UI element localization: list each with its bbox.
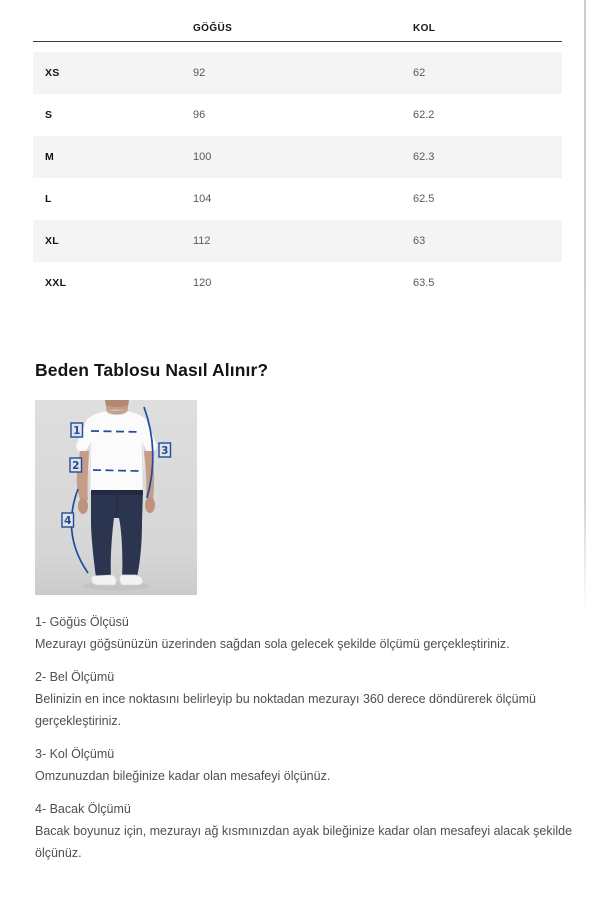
table-row [33, 178, 562, 220]
chest-value: 112 [193, 235, 211, 247]
model-illustration [35, 400, 197, 595]
chest-value: 96 [193, 109, 206, 121]
size-label: M [45, 151, 55, 163]
size-table-body [33, 52, 562, 304]
chest-value: 92 [193, 67, 206, 79]
header-arm-column: KOL [413, 23, 436, 34]
measurement-instructions [35, 611, 575, 875]
table-row [33, 52, 562, 94]
right-shoe [92, 575, 117, 585]
badge-1-number: 1 [73, 425, 81, 437]
measurement-figure [35, 400, 197, 595]
instruction-title: 2- Bel Ölçümü [35, 670, 115, 684]
instruction-leg [35, 798, 575, 864]
instruction-title: 4- Bacak Ölçümü [35, 802, 131, 816]
badge-4-number: 4 [64, 515, 72, 527]
model-right-hand [78, 498, 88, 514]
chest-value: 104 [193, 193, 212, 205]
section-title: Beden Tablosu Nasıl Alınır? [35, 360, 269, 380]
size-label: S [45, 109, 53, 121]
table-row [33, 262, 562, 304]
arm-value: 62.3 [413, 151, 435, 163]
instruction-title: 3- Kol Ölçümü [35, 747, 115, 761]
instruction-body: Belinizin en ince noktasını belirleyip bu noktadan mezurayı 360 derece döndürerek ölçümü gerçekleştiriniz. [35, 692, 536, 728]
size-label: XS [45, 67, 60, 79]
instruction-chest [35, 611, 575, 655]
instruction-waist [35, 666, 575, 732]
scrollbar[interactable] [584, 0, 586, 612]
size-label: XXL [45, 277, 67, 289]
model-left-hand [145, 497, 155, 513]
instruction-title: 1- Göğüs Ölçüsü [35, 615, 129, 629]
arm-value: 62.2 [413, 109, 435, 121]
instruction-body: Bacak boyunuz için, mezurayı ağ kısmınızdan ayak bileğinize kadar olan mesafeyi alacak şekilde ölçünüz. [35, 824, 573, 860]
table-row [33, 94, 562, 136]
arm-value: 62.5 [413, 193, 435, 205]
size-label: L [45, 193, 52, 205]
header-chest-column: GÖĞÜS [193, 23, 233, 34]
left-shoe [120, 575, 143, 585]
instruction-body: Mezurayı göğsünüzün üzerinden sağdan sola gelecek şekilde ölçümü gerçekleştiriniz. [35, 637, 510, 651]
size-label: XL [45, 235, 60, 247]
instruction-body: Omzunuzdan bileğinize kadar olan mesafeyi ölçünüz. [35, 769, 331, 783]
chest-value: 120 [193, 277, 212, 289]
size-table-header-row [33, 0, 562, 42]
arm-value: 63 [413, 235, 426, 247]
badge-3-number: 3 [161, 445, 169, 457]
table-row [33, 136, 562, 178]
badge-2-number: 2 [72, 460, 80, 472]
arm-value: 62 [413, 67, 426, 79]
instruction-arm [35, 743, 575, 787]
size-table [33, 0, 562, 304]
chest-value: 100 [193, 151, 212, 163]
jeans-waistband [91, 490, 143, 495]
arm-value: 63.5 [413, 277, 435, 289]
table-row [33, 220, 562, 262]
